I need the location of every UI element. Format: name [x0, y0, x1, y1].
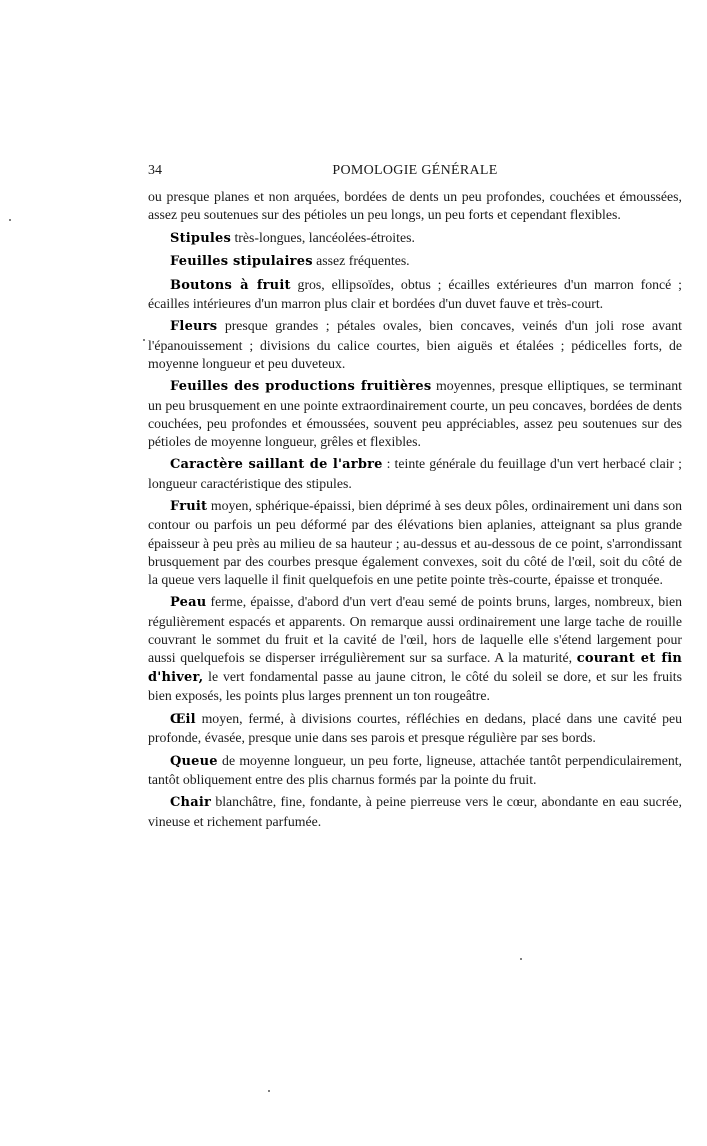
term-feuilles-stipulaires: Feuilles stipulaires [170, 254, 313, 270]
paragraph-continuation [148, 188, 682, 224]
paragraph-chair [148, 793, 682, 830]
paragraph-text: moyennes, presque elliptiques, se terminant un peu brusquement en une pointe extraordinairement courte, un peu concaves, bordées de dents couchées, peu profondes et émoussées, souvent peu appréciables, assez peu soutenues sur des pétioles de moyenne longueur, grêles et flexibles. [148, 378, 682, 449]
term-maturite: courant et fin d'hiver, [148, 651, 682, 686]
paragraph-text: moyen, fermé, à divisions courtes, réfléchies en dedans, placé dans une cavité peu profonde, évasée, presque unie dans ses parois et presque régulière par ses bords. [148, 710, 682, 746]
page-header [148, 160, 682, 182]
body-text [148, 188, 682, 835]
running-title: POMOLOGIE GÉNÉRALE [332, 163, 498, 178]
paragraph-text: : teinte générale du feuillage d'un vert herbacé clair ; longueur caractéristique des stipules. [148, 456, 682, 491]
page-number: 34 [148, 163, 162, 178]
paragraph-text: assez fréquentes. [312, 253, 410, 269]
paragraph-text: très-longues, lancéolées-étroites. [231, 229, 415, 245]
paragraph-caractere-saillant [148, 455, 682, 492]
paragraph-fleurs [148, 317, 682, 373]
paragraph-text: de moyenne longueur, un peu forte, ligneuse, attachée tantôt perpendiculairement, tantôt obliquement entre des plis charnus formés par la pointe du fruit. [148, 752, 682, 787]
scan-speck [520, 958, 522, 960]
paragraph-text: presque grandes ; pétales ovales, bien concaves, veinés d'un joli rose avant l'épanouissement ; divisions du calice courtes, bien aiguës et étalées ; pédicelles forts, de moyenne longueur et peu duveteux. [148, 318, 682, 371]
paragraph-text: le vert fondamental passe au jaune citron, le côté du soleil se dore, et sur les fruits bien exposés, les points plus larges prennent un ton rougeâtre. [148, 669, 682, 704]
paragraph-text: ou presque planes et non arquées, bordées de dents un peu profondes, couchées et émoussées, assez peu soutenues sur des pétioles un peu longs, un peu forts et cependant flexibles. [148, 189, 682, 223]
paragraph-oeil [148, 710, 682, 747]
term-peau: Peau [170, 595, 207, 611]
term-queue: Queue [170, 753, 218, 769]
scan-speck [143, 339, 145, 341]
paragraph-queue [148, 752, 682, 789]
term-fleurs: Fleurs [170, 319, 218, 335]
paragraph-boutons-a-fruit [148, 276, 682, 313]
term-chair: Chair [170, 795, 212, 811]
paragraph-feuilles-stipulaires [148, 252, 682, 271]
paragraph-fruit [148, 497, 682, 589]
scan-speck [268, 1090, 270, 1092]
scan-speck [9, 219, 11, 221]
term-stipules: Stipules [170, 230, 232, 246]
term-boutons-a-fruit: Boutons à fruit [170, 277, 291, 293]
term-feuilles-productions: Feuilles des productions fruitières [170, 379, 432, 395]
term-oeil: Œil [170, 711, 196, 727]
paragraph-peau [148, 593, 682, 705]
paragraph-text: ferme, épaisse, d'abord d'un vert d'eau semé de points bruns, larges, nombreux, bien régulièrement espacés et apparents. On remarque aussi ordinairement une large tache de rouille couvrant le sommet du fruit et la cavité de l'œil, hors de laquelle elle s'étend largement pour aussi quelquefois se disperser irrégulièrement sur sa surface. A la maturité, [148, 594, 682, 666]
paragraph-text: gros, ellipsoïdes, obtus ; écailles extérieures d'un marron foncé ; écailles intérieures d'un marron plus clair et bordées d'un duvet fauve et très-court. [148, 276, 682, 311]
paragraph-text: moyen, sphérique-épaissi, bien déprimé à ses deux pôles, ordinairement uni dans son contour ou parfois un peu déformé par des élévations bien aplanies, atteignant sa plus grande épaisseur à peu près au milieu de sa hauteur ; au-dessus et au-dessous de ce point, s'arrondissant brusquement par des courbes presque également convexes, soit du côté de l'œil, soit du côté de la queue vers laquelle il finit quelquefois en une petite pointe très-courte, épaisse et tronquée. [148, 498, 682, 587]
term-fruit: Fruit [170, 499, 208, 515]
term-caractere-saillant: Caractère saillant de l'arbre [170, 457, 383, 473]
paragraph-stipules [148, 229, 682, 248]
paragraph-feuilles-productions [148, 377, 682, 451]
paragraph-text: blanchâtre, fine, fondante, à peine pierreuse vers le cœur, abondante en eau sucrée, vineuse et richement parfumée. [148, 794, 682, 829]
